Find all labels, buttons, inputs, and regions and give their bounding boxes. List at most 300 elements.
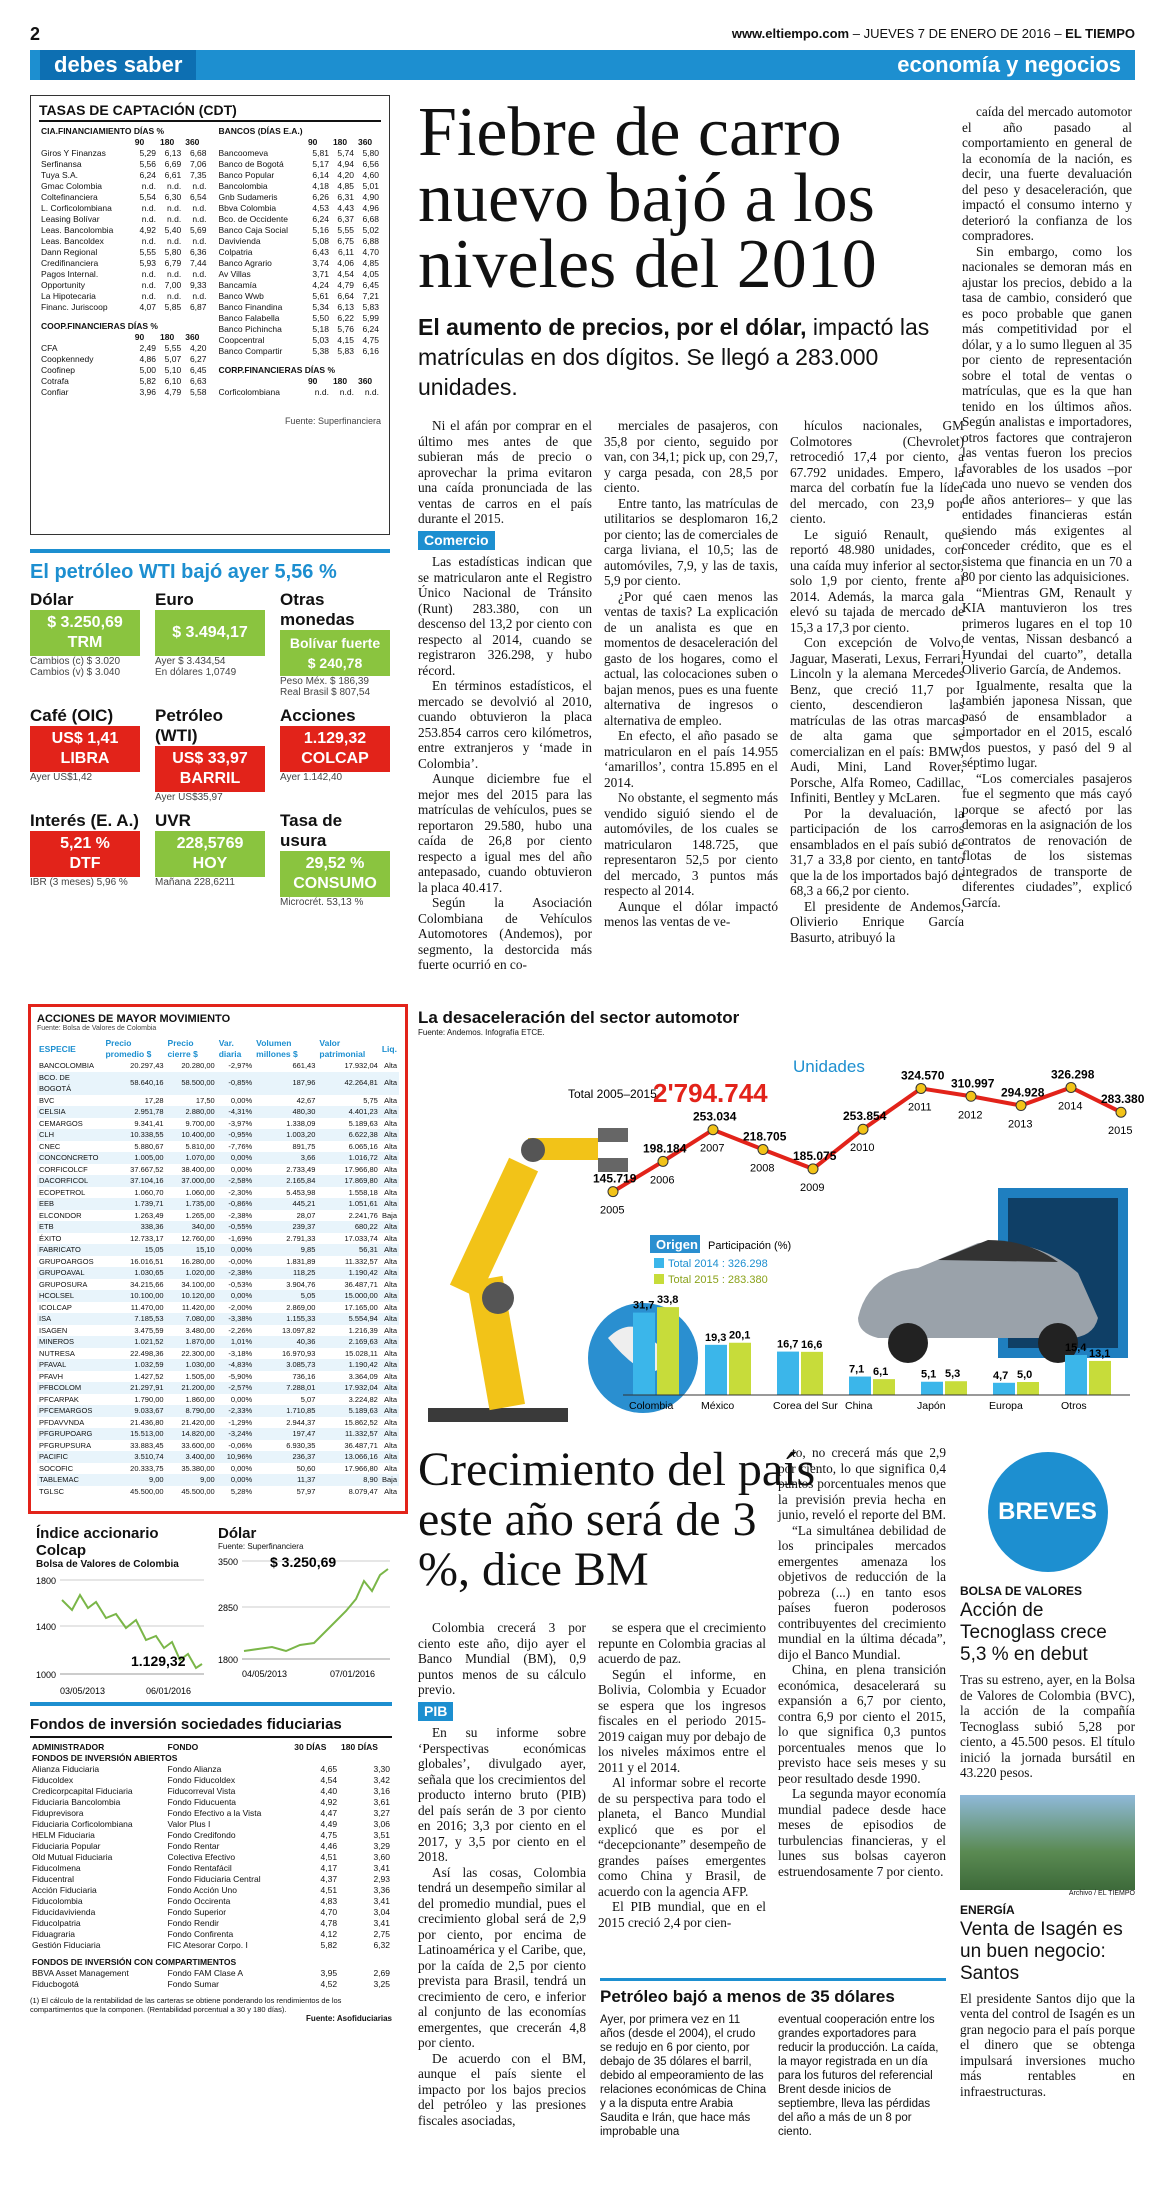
data-label: 324.570 <box>901 1068 945 1083</box>
table-cell: 3,30 <box>373 1764 390 1774</box>
table-cell: 239,37 <box>292 1222 316 1231</box>
table-cell: 3,71 <box>312 269 329 279</box>
table-cell: GRUPOAVAL <box>39 1268 85 1277</box>
table-cell: 45.500,00 <box>181 1486 215 1496</box>
x-tick-label: 2007 <box>700 1142 725 1155</box>
table-cell: ÉXITO <box>39 1233 62 1243</box>
table-cell: GRUPOSURA <box>39 1279 88 1289</box>
page-header <box>30 24 1135 46</box>
table-cell: 9,85 <box>300 1245 316 1254</box>
table-cell: Fondo Acción Uno <box>167 1885 237 1895</box>
table-cell: 3,60 <box>373 1852 390 1862</box>
table-cell: 8.790,00 <box>185 1406 215 1415</box>
table-cell: Fondo Occirenta <box>167 1896 231 1906</box>
table-cell: 4,53 <box>312 203 329 213</box>
table-row <box>39 302 209 313</box>
table-cell: 3,74 <box>312 258 329 268</box>
table-cell: Banco Agrario <box>218 258 272 268</box>
table-row <box>217 181 382 192</box>
table-row <box>217 291 382 302</box>
table-cell: 15.028,11 <box>345 1348 378 1358</box>
table-cell: 5,55 <box>337 225 354 235</box>
table-cell: 4,90 <box>362 192 379 202</box>
total-label: Total 2005–2015 <box>568 1087 657 1101</box>
table-row <box>37 1141 399 1153</box>
table-cell: Corficolombiana <box>218 387 280 397</box>
table-cell: 6,45 <box>362 280 379 290</box>
table-cell: BANCOLOMBIA <box>39 1061 95 1070</box>
table-cell: 4,51 <box>320 1885 338 1895</box>
cdt-title: TASAS DE CAPTACIÓN (CDT) <box>39 102 381 122</box>
table-cell: 1.739,71 <box>134 1199 164 1208</box>
table-cell: 11.332,57 <box>345 1256 378 1266</box>
table-cell: 17.932,04 <box>344 1383 378 1392</box>
table-cell: 9,00 <box>148 1475 164 1484</box>
main-dek: El aumento de precios, por el dólar, impactó las matrículas en dos dígitos. Se llegó a 283.000 unidades. <box>418 314 930 400</box>
table-cell: 2.791,33 <box>286 1233 316 1243</box>
table-cell: PFBCOLOM <box>39 1383 82 1392</box>
table-cell: 21.297,91 <box>130 1383 164 1392</box>
table-cell: 0,00% <box>230 1095 253 1105</box>
fondos-table: ADMINISTRADOR FONDO 30 DÍAS 180 DÍAS FONDOS DE INVERSIÓN ABIERTOS Alianza Fiduciaria Fondo Alianza 4,65 3,30 Fiducoldex Fondo Fiducoldex 4,54 3,42 Credicorpcapital Fiduciaria Fiducorreval Vista 4,40 3,16 Fiduciaria Bancolombia Fondo Fiducuenta 4,92 3,61 Fiduprevisora Fondo Efectivo a la Vista 4,47 3,27 Fiduciaria Corficolombiana Valor Plus I 4,49 3,06 HELM Fiduciaria Fondo Credifondo 4,75 3,51 Fiduciaria Popular Fondo Rentar 4,46 3,29 Old Mutual Fiduciaria Colectiva Efectivo 4,51 3,60 Fiducolmena Fondo Rentafácil 4,17 3,41 Fiducentral Fondo Fiduciaria Central 4,37 2,93 Acción Fiduciaria Fondo Acción Uno 4,51 3,36 Fiducolombia Fondo Occirenta 4,83 3,41 Fiducidavivienda Fondo Superior 4,70 3,04 Fiducolpatria Fondo Rendir 4,78 3,41 Fiduagraria Fondo Confirenta 4,12 2,75 Gestión Fiduciaria FIC Atesorar Corpo. I 5,82 6,32 FONDOS DE INVERSIÓN CON COMPARTIMENTOS BBVA Asset Management Fondo FAM Clase A 3,95 2,69 Fiducbogotá Fondo Sumar 4,52 3,25 <box>32 1742 390 1989</box>
table-cell: Bbva Colombia <box>218 203 277 213</box>
table-cell: Alta <box>384 1406 397 1415</box>
data-point <box>608 1187 618 1197</box>
x-tick-label: 2009 <box>800 1181 825 1194</box>
table-cell: 1.005,00 <box>134 1153 164 1162</box>
data-point <box>1066 1082 1076 1092</box>
table-cell: 6,56 <box>362 159 379 169</box>
table-cell: Credifinanciera <box>41 258 99 268</box>
bar <box>633 1313 655 1395</box>
table-cell: 3.510,74 <box>134 1452 164 1461</box>
table-cell: 7.185,53 <box>134 1314 164 1323</box>
table-cell: 1.070,00 <box>185 1153 215 1162</box>
table-cell: 7,00 <box>164 280 182 290</box>
table-cell: 1.831,89 <box>286 1256 316 1266</box>
table-row <box>39 343 209 354</box>
table-cell: 6,61 <box>164 170 182 180</box>
table-row <box>30 1968 392 1979</box>
table-cell: 5,18 <box>312 324 329 334</box>
x-tick-label: 2005 <box>600 1204 625 1217</box>
table-cell: 4,92 <box>320 1797 338 1807</box>
uvr-tile: 228,5769 HOY <box>155 831 265 877</box>
table-row <box>30 1819 392 1830</box>
cdt-source: Fuente: Superfinanciera <box>284 416 381 426</box>
table-cell: 5,93 <box>139 258 156 268</box>
table-row <box>37 1267 399 1279</box>
dolar-label: Dólar <box>30 590 74 609</box>
acciones-box <box>28 1004 408 1514</box>
table-cell: 11,37 <box>297 1475 316 1484</box>
table-cell: 1.016,72 <box>348 1153 378 1162</box>
table-cell: 5,99 <box>362 313 379 323</box>
table-cell: 16.280,00 <box>181 1256 215 1266</box>
table-cell: 5,40 <box>164 225 182 235</box>
table-cell: 5,01 <box>362 181 379 191</box>
table-cell: 9.341,41 <box>134 1118 164 1128</box>
table-row <box>37 1164 399 1176</box>
table-cell: TGLSC <box>39 1486 65 1496</box>
markets-title: El petróleo WTI bajó ayer 5,56 % <box>30 561 337 583</box>
table-cell: -2,33% <box>228 1406 253 1415</box>
table-cell: n.d. <box>167 214 182 224</box>
table-cell: 50,60 <box>296 1463 316 1473</box>
bar <box>921 1382 943 1395</box>
table-cell: Alianza Fiduciaria <box>32 1764 100 1774</box>
table-cell: 38.400,00 <box>181 1164 215 1174</box>
table-cell: Alta <box>384 1199 397 1208</box>
site-url[interactable]: www.eltiempo.com <box>731 26 850 41</box>
table-cell: Alta <box>384 1279 397 1289</box>
dolar-chart <box>218 1525 393 1700</box>
table-cell: n.d. <box>141 236 156 246</box>
table-cell: Alta <box>384 1348 397 1358</box>
bar <box>1089 1361 1111 1395</box>
bar-label: 4,7 <box>993 1369 1009 1382</box>
table-cell: 6.930,35 <box>286 1440 316 1450</box>
table-cell: MINEROS <box>39 1337 75 1346</box>
colcap-ytick: 1800 <box>36 1576 57 1586</box>
table-cell: -0,06% <box>228 1440 253 1450</box>
data-label: 145.719 <box>593 1171 637 1186</box>
table-cell: Fondo FAM Clase A <box>167 1968 244 1978</box>
petro-tile: US$ 33,97 BARRIL <box>155 746 265 792</box>
table-cell: Alta <box>384 1118 397 1128</box>
table-row <box>217 225 382 236</box>
table-cell: 2,69 <box>373 1968 390 1978</box>
table-cell: -5,90% <box>228 1371 253 1381</box>
dolar-svg <box>218 1551 393 1681</box>
table-cell: 5,83 <box>337 346 354 356</box>
table-row <box>37 1440 399 1452</box>
table-cell: 6,13 <box>337 302 354 312</box>
table-cell: 7,06 <box>189 159 207 169</box>
category-label: China <box>845 1400 873 1412</box>
table-row <box>217 387 382 398</box>
table-cell: Confiar <box>41 387 69 397</box>
table-cell: 8,90 <box>363 1475 378 1484</box>
breve1-title: Acción de Tecnoglass crece 5,3 % en debut <box>960 1600 1107 1665</box>
table-cell: 37.000,00 <box>181 1176 215 1185</box>
table-cell: 5,75 <box>363 1095 378 1105</box>
table-row <box>30 1830 392 1841</box>
table-cell: 1.021,52 <box>134 1337 164 1346</box>
table-cell: 4,54 <box>320 1775 338 1785</box>
table-cell: 10,96% <box>226 1452 253 1461</box>
table-cell: CLH <box>39 1130 55 1139</box>
table-cell: 5,34 <box>312 302 329 312</box>
bar <box>873 1379 895 1395</box>
table-cell: Alta <box>384 1302 397 1312</box>
table-cell: 5,81 <box>312 148 329 158</box>
table-cell: 13.066,16 <box>344 1452 378 1461</box>
info-title: La desaceleración del sector automotor <box>418 1008 740 1027</box>
bm-col-1: Colombia crecerá 3 por ciento este año, dijo ayer el Banco Mundial (BM), 0,9 puntos menos de su cálculo previo. PIB En su informe sobre ‘Perspectivas económicas globales’, divulgado ayer, señala que los crecimientos del producto interno bruto (PIB) del país serán de 3 por ciento en 2016; 3,3 por ciento en el 2017, y 3,5 por ciento en el 2018. Así las cosas, Colombia tendrá un desempeño similar al del promedio mundial, pues el crecimiento global será de 2,9 por ciento, por encima de Latinoamérica y el Caribe, que, por la caída de 2,5 por ciento prevista para Brasil, tendrá un crecimiento de cero, e inferior al conjunto de las economías emergentes, que crecerán 4,8 por ciento. De acuerdo con el BM, aunque el país siente el impacto por los bajos precios del petróleo y las presiones fiscales asociadas, <box>418 1620 586 2128</box>
category-label: Corea del Sur <box>773 1400 838 1412</box>
table-cell: 56,31 <box>359 1245 378 1254</box>
table-cell: Fiducolombia <box>32 1896 83 1906</box>
table-row <box>37 1313 399 1325</box>
table-cell: PFAVH <box>39 1371 64 1381</box>
table-cell: -2,58% <box>228 1176 253 1185</box>
bolivar-tile: Bolívar fuerte $ 240,78 <box>280 630 390 676</box>
table-cell: ECOPETROL <box>39 1187 86 1197</box>
table-row <box>217 280 382 291</box>
bar <box>729 1343 751 1395</box>
table-cell: 37.667,52 <box>130 1164 164 1174</box>
table-cell: 5,16 <box>312 225 329 235</box>
table-cell: 37.104,16 <box>130 1176 164 1185</box>
table-cell: n.d. <box>192 269 207 279</box>
table-cell: Gnb Sudameris <box>218 192 278 202</box>
table-row <box>37 1474 399 1486</box>
table-cell: Fiduprevisora <box>32 1808 84 1818</box>
table-cell: 21.200,00 <box>181 1383 215 1392</box>
petroleo-col-1: Ayer, por primera vez en 11 años (desde el 2004), el crudo se redujo en 6 por ciento, por debajo de 35 dólares el barril, debido al empeoramiento de las relaciones económicas de China y a la disputa entre Arabia Saudita e Irán, que hace más improbable una <box>600 2014 767 2138</box>
table-cell: 17.966,80 <box>344 1463 378 1473</box>
otras-label: Otras monedas <box>280 590 355 629</box>
table-cell: 16.016,51 <box>130 1256 164 1266</box>
table-cell: Fiducolpatria <box>32 1918 81 1928</box>
table-row <box>217 313 382 324</box>
table-cell: n.d. <box>167 181 182 191</box>
table-cell: n.d. <box>364 387 379 397</box>
dolar-ytick: 2850 <box>218 1603 239 1613</box>
table-cell: -4,83% <box>228 1360 253 1369</box>
table-cell: 4,46 <box>320 1841 338 1851</box>
table-cell: Fondo Rentar <box>167 1841 220 1851</box>
table-cell: 6,68 <box>362 214 379 224</box>
bar-label: 19,3 <box>705 1331 727 1344</box>
table-cell: 5,07 <box>300 1394 316 1404</box>
table-cell: n.d. <box>141 280 156 290</box>
table-cell: 5,55 <box>164 343 182 353</box>
table-cell: Fondo Fiduciaria Central <box>167 1874 261 1884</box>
dtf-tile: 5,21 % DTF <box>30 831 140 877</box>
table-cell: 10.338,55 <box>130 1130 164 1139</box>
x-tick-label: 2013 <box>1008 1118 1033 1131</box>
table-cell: Opportunity <box>41 280 85 290</box>
bar-label: 5,0 <box>1017 1369 1033 1381</box>
table-cell: 42.264,81 <box>344 1078 378 1088</box>
table-cell: Banco Falabella <box>218 313 280 323</box>
table-cell: ISA <box>39 1314 52 1323</box>
table-cell: 4,40 <box>320 1786 338 1796</box>
table-row <box>217 203 382 214</box>
table-cell: 5,58 <box>189 387 207 397</box>
table-cell: 6.622,38 <box>348 1130 378 1139</box>
table-cell: 5,17 <box>312 159 329 169</box>
table-cell: 22.498,36 <box>130 1348 164 1358</box>
table-cell: 6,75 <box>337 236 354 246</box>
table-cell: 6.065,16 <box>348 1141 378 1151</box>
data-point <box>1116 1107 1126 1117</box>
bm-col-2: se espera que el crecimiento repunte en Colombia gracias al acuerdo de paz. Según el informe, en Bolivia, Colombia y Ecuador se espera que los ingresos fiscales en el periodo 2015-2019 caigan muy por debajo de los niveles máximos entre el 2011 y el 2014. Al informar sobre el recorte de su perspectiva para todo el planeta, el Banco Mundial explicó que es por el “decepcionante” desempeño de grandes países emergentes como China y Brasil, de acuerdo con la agencia AFP. El PIB mundial, que en el 2015 creció 2,4 por cien- <box>598 1620 766 1930</box>
tag-comercio[interactable]: Comercio <box>418 531 495 551</box>
table-row <box>217 302 382 313</box>
acciones-table: ESPECIE Precio promedio $ Precio cierre $ Var. diaria Volumen millones $ Valor patrimonial Liq. BANCOLOMBIA 20.297,43 20.280,00 -2,97% 661,43 17.932,04 Alta BCO. DE BOGOTÁ 58.640,16 58.500,00 -0,85% 187,96 42.264,81 Alta BVC 17,28 17,50 0,00% 42,67 5,75 Alta CELSIA 2.951,78 2.880,00 -4,31% 480,30 4.401,23 Alta CEMARGOS 9.341,41 9.700,00 -3,97% 1.338,09 5.189,63 Alta CLH 10.338,55 10.400,00 -0,95% 1.003,20 6.622,38 Alta CNEC 5.880,67 5.810,00 -7,76% 891,75 6.065,16 Alta CONCONCRETO 1.005,00 1.070,00 0,00% 3,66 1.016,72 Alta CORFICOLCF 37.667,52 38.400,00 0,00% 2.733,49 17.966,80 Alta DACORFICOL 37.104,16 37.000,00 -2,58% 2.165,84 17.869,80 Alta ECOPETROL 1.060,70 1.060,00 -2,30% 5.453,98 1.558,18 Alta EEB 1.739,71 1.735,00 -0,86% 445,21 1.051,61 Alta ELCONDOR 1.263,49 1.265,00 -2,38% 28,07 2.241,76 Baja ETB 338,36 340,00 -0,55% 239,37 680,22 Alta ÉXITO 12.733,17 12.760,00 -1,69% 2.791,33 17.033,74 Alta FABRICATO 15,05 15,10 0,00% 9,85 56,31 Alta GRUPOARGOS 16.016,51 16.280,00 -0,00% 1.831,89 11.332,57 Alta GRUPOAVAL 1.030,65 1.020,00 -2,38% 118,25 1.190,42 Alta GRUPOSURA 34.215,66 34.100,00 -0,53% 3.904,76 36.487,71 Alta HCOLSEL 10.100,00 10.120,00 0,00% 5,05 15.000,00 Alta ICOLCAP 11.470,00 11.420,00 -2,00% 2.869,00 17.165,00 Alta ISA 7.185,53 7.080,00 -3,38% 1.155,33 5.554,94 Alta ISAGEN 3.475,59 3.480,00 -2,26% 13.097,82 1.216,39 Alta MINEROS 1.021,52 1.870,00 1,01% 40,36 2.169,63 Alta NUTRESA 22.498,36 22.300,00 -3,18% 16.970,93 15.028,11 Alta PFAVAL 1.032,59 1.030,00 -4,83% 3.085,73 1.190,42 Alta PFAVH 1.427,52 1.505,00 -5,90% 736,16 3.364,09 Alta PFBCOLOM 21.297,91 21.200,00 -2,57% 7.288,01 17.932,04 Alta PFCARPAK 1.790,00 1.860,00 0,00% 5,07 3.224,82 Alta PFCEMARGOS 9.033,67 8.790,00 -2,33% 1.710,85 5.189,63 Alta PFDAVVNDA 21.436,80 21.420,00 -1,29% 2.944,37 15.862,52 Alta PFGRUPOARG 15.513,00 14.820,00 -3,24% 197,47 11.332,57 Alta PFGRUPSURA 33.883,45 33.600,00 -0,06% 6.930,35 36.487,71 Alta PACIFIC 3.510,74 3.400,00 10,96% 236,37 13.066,16 Alta SOCOFIC 20.333,75 35.380,00 0,00% 50,60 17.966,80 Alta TABLEMAC 9,00 9,00 0,00% 11,37 8,90 Baja TGLSC 45.500,00 45.500,00 5,28% 57,97 8.079,47 Alta <box>39 1038 397 1496</box>
table-cell: 3,41 <box>373 1863 390 1873</box>
table-cell: SOCOFIC <box>39 1463 74 1473</box>
table-row <box>37 1359 399 1371</box>
table-cell: 7,35 <box>189 170 207 180</box>
table-cell: Banco Caja Social <box>218 225 288 235</box>
tag-pib[interactable]: PIB <box>418 1702 453 1722</box>
table-cell: BVC <box>39 1095 55 1105</box>
data-point <box>708 1125 718 1135</box>
table-cell: 1.265,00 <box>185 1210 215 1220</box>
table-row <box>37 1336 399 1348</box>
edition-date: JUEVES 7 DE ENERO DE 2016 <box>863 26 1051 41</box>
fondos-box <box>30 1702 392 2172</box>
table-cell: 1.860,00 <box>185 1394 215 1404</box>
table-cell: -0,86% <box>228 1199 253 1208</box>
table-cell: 2.241,76 <box>348 1210 378 1220</box>
table-cell: 20.280,00 <box>181 1061 215 1070</box>
table-cell: Davivienda <box>218 236 261 246</box>
table-row <box>30 1841 392 1852</box>
colcap-sub: Bolsa de Valores de Colombia <box>36 1559 179 1570</box>
table-cell: 21.436,80 <box>130 1417 164 1427</box>
table-cell: 6,11 <box>338 247 354 257</box>
table-cell: 2,49 <box>139 343 156 353</box>
table-row <box>39 170 209 181</box>
table-row <box>30 1863 392 1874</box>
table-cell: 28,07 <box>296 1210 316 1220</box>
table-cell: Valor Plus I <box>167 1819 211 1829</box>
table-cell: 15.862,52 <box>344 1417 378 1427</box>
table-cell: 6,88 <box>362 236 379 246</box>
table-cell: Alta <box>384 1245 397 1254</box>
breves-badge: BREVES <box>988 1452 1108 1572</box>
bar-label: 15,4 <box>1065 1341 1087 1354</box>
table-cell: Fiduciaria Corficolombiana <box>32 1819 133 1829</box>
table-row <box>39 214 209 225</box>
table-cell: 2,75 <box>373 1929 390 1939</box>
table-cell: 5.189,63 <box>348 1118 378 1128</box>
table-cell: n.d. <box>192 203 207 213</box>
table-cell: 3,61 <box>373 1797 390 1807</box>
info-source: Fuente: Andemos. Infografía ETCE. <box>418 1028 545 1037</box>
paper-name: EL TIEMPO <box>1065 26 1135 41</box>
table-row <box>37 1405 399 1417</box>
table-cell: 3,66 <box>300 1153 316 1162</box>
table-row <box>30 1896 392 1907</box>
table-cell: Fondo Fiducoldex <box>167 1775 236 1785</box>
table-cell: Alta <box>384 1187 397 1197</box>
table-cell: 1.190,42 <box>348 1360 378 1369</box>
table-row <box>30 1979 392 1990</box>
table-cell: Leas. Bancolombia <box>41 225 114 235</box>
table-cell: Alta <box>384 1222 397 1231</box>
table-cell: -3,24% <box>228 1429 253 1438</box>
bar-label: 31,7 <box>633 1299 655 1312</box>
table-cell: La Hipotecaria <box>41 291 96 301</box>
table-cell: 6,45 <box>189 365 207 375</box>
table-cell: 3,42 <box>373 1775 390 1785</box>
section-left: debes saber <box>40 50 196 80</box>
table-cell: 17.966,80 <box>344 1164 378 1174</box>
table-cell: 4,17 <box>320 1863 338 1873</box>
table-cell: -2,38% <box>228 1268 253 1277</box>
bar-label: 13,1 <box>1089 1347 1111 1360</box>
table-row <box>30 1929 392 1940</box>
table-cell: 4,78 <box>320 1918 338 1928</box>
table-cell: 4,43 <box>337 203 354 213</box>
data-label: 185.075 <box>793 1148 837 1163</box>
table-cell: Fiduciaria Popular <box>32 1841 101 1851</box>
table-cell: Fiducolmena <box>32 1863 81 1873</box>
table-row <box>37 1118 399 1130</box>
table-cell: Fondo Rentafácil <box>167 1863 232 1873</box>
legend-2015: Total 2015 : 283.380 <box>668 1274 768 1286</box>
table-cell: Alta <box>384 1383 397 1392</box>
table-cell: Fiducentral <box>32 1874 75 1884</box>
table-cell: DACORFICOL <box>39 1176 89 1185</box>
table-cell: Financ. Juriscoop <box>41 302 108 312</box>
table-cell: -1,29% <box>228 1417 253 1427</box>
table-cell: 4,60 <box>362 170 379 180</box>
table-cell: 57,97 <box>296 1486 316 1496</box>
table-cell: 3.480,00 <box>185 1325 215 1335</box>
table-cell: 6,16 <box>362 346 379 356</box>
table-cell: 6,69 <box>164 159 182 169</box>
table-row <box>37 1095 399 1107</box>
table-row <box>39 387 209 398</box>
table-cell: 4,65 <box>320 1764 338 1774</box>
table-cell: 7,44 <box>189 258 207 268</box>
colcap-svg <box>36 1570 206 1700</box>
page-number: 2 <box>30 24 41 44</box>
table-cell: 6,63 <box>189 376 207 386</box>
cdt-box <box>30 95 390 535</box>
table-cell: 1.263,49 <box>134 1210 164 1220</box>
bm-headline: Crecimiento del país este año será de 3 %, dice BM <box>418 1443 816 1596</box>
table-cell: 680,22 <box>354 1222 378 1231</box>
table-cell: -0,95% <box>228 1130 253 1139</box>
table-row <box>39 247 209 258</box>
table-cell: Serfinansa <box>41 159 82 169</box>
table-cell: 5,85 <box>164 302 182 312</box>
table-row <box>30 1786 392 1797</box>
table-cell: PFCARPAK <box>39 1394 79 1404</box>
table-cell: 0,00% <box>230 1394 253 1404</box>
usura-tile: 29,52 % CONSUMO <box>280 851 390 897</box>
dolar-ytick: 1800 <box>218 1655 239 1665</box>
table-cell: 45.500,00 <box>130 1486 164 1496</box>
table-cell: -3,18% <box>228 1348 253 1358</box>
table-cell: -0,55% <box>228 1222 253 1231</box>
x-tick-label: 2011 <box>908 1101 932 1114</box>
table-row <box>217 159 382 170</box>
table-row <box>217 346 382 357</box>
table-cell: Fondo Sumar <box>167 1979 220 1989</box>
table-cell: 5,07 <box>164 354 182 364</box>
table-cell: 4,24 <box>312 280 329 290</box>
table-cell: 5,80 <box>164 247 182 257</box>
photo-credit: Archivo / EL TIEMPO <box>1068 1889 1135 1897</box>
table-row <box>37 1290 399 1302</box>
table-cell: 3,27 <box>373 1808 390 1818</box>
table-cell: Fondo Alianza <box>167 1764 222 1774</box>
table-cell: 4,79 <box>164 387 182 397</box>
table-cell: CNEC <box>39 1141 61 1151</box>
table-cell: PFDAVVNDA <box>39 1417 85 1427</box>
table-cell: Fiduagraria <box>32 1929 75 1939</box>
table-cell: 5,10 <box>164 365 182 375</box>
